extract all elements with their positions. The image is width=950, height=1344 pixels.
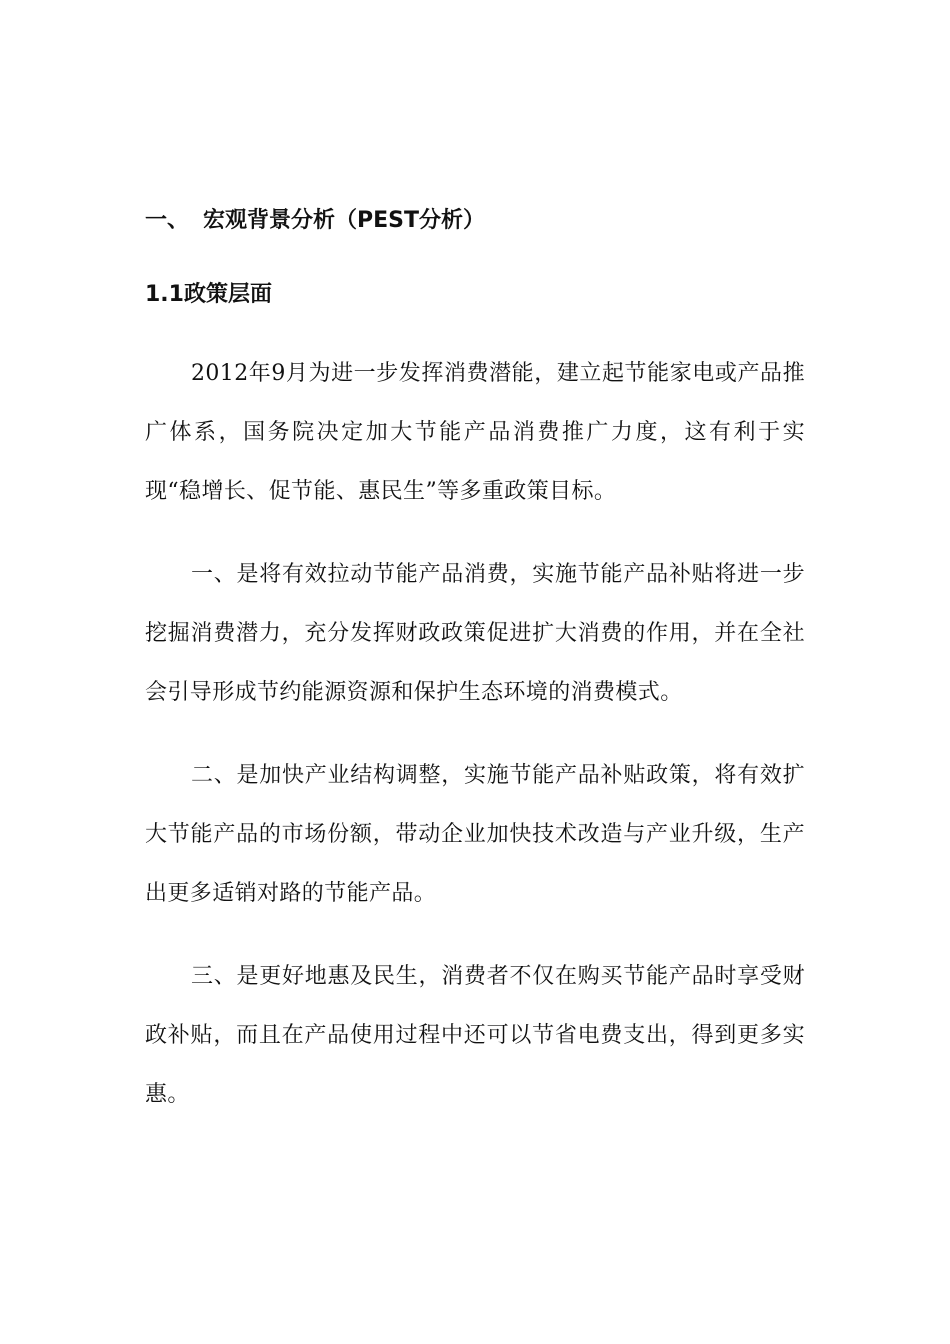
- section-number: 一、: [145, 208, 190, 233]
- paragraph-intro: 2012年9月为进一步发挥消费潜能，建立起节能家电或产品推广体系，国务院决定加大节能产品消费推广力度，这有利于实现“稳增长、促节能、惠民生”等多重政策目标。: [145, 361, 805, 504]
- subsection-title: 1.1政策层面: [145, 282, 272, 307]
- paragraph-point-2: 二、是加快产业结构调整，实施节能产品补贴政策，将有效扩大节能产品的市场份额，带动企业加快技术改造与产业升级，生产出更多适销对路的节能产品。: [145, 763, 805, 906]
- paragraph-point-1: 一、是将有效拉动节能产品消费，实施节能产品补贴将进一步挖掘消费潜力，充分发挥财政政策促进扩大消费的作用，并在全社会引导形成节约能源资源和保护生态环境的消费模式。: [145, 562, 805, 705]
- section-heading: [145, 205, 805, 237]
- section-title: 宏观背景分析（PEST分析）: [203, 208, 486, 233]
- paragraph-point-3: 三、是更好地惠及民生，消费者不仅在购买节能产品时享受财政补贴，而且在产品使用过程中还可以节省电费支出，得到更多实惠。: [145, 964, 805, 1107]
- document-body: [145, 205, 805, 1124]
